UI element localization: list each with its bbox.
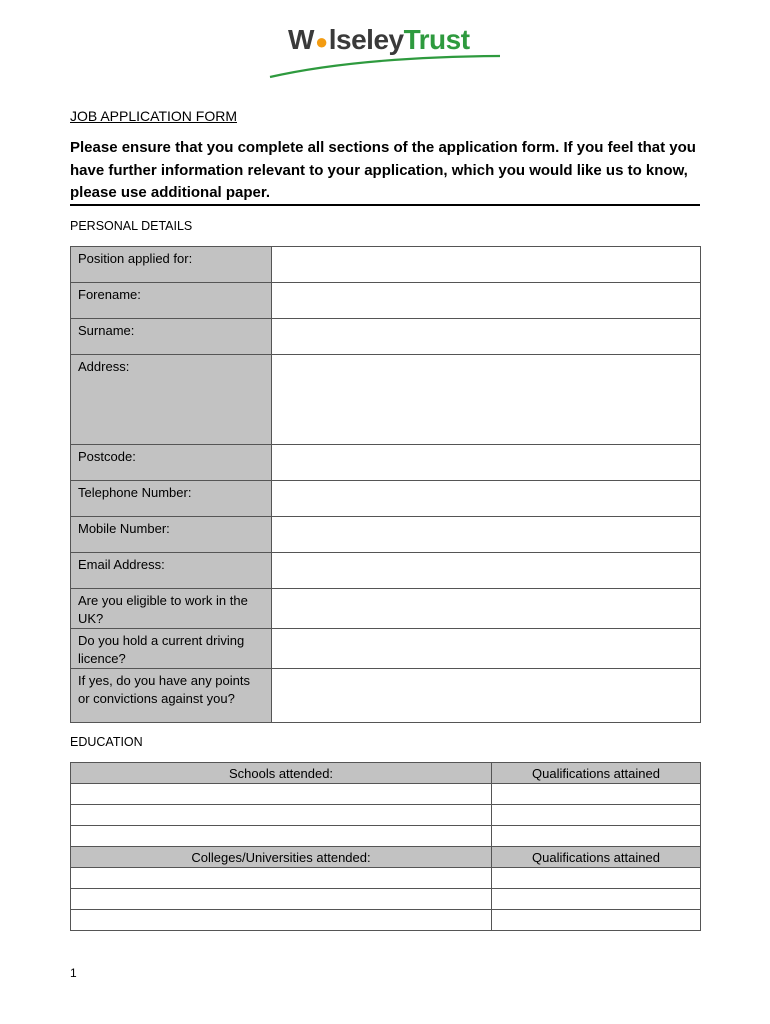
personal-details-row <box>71 553 701 589</box>
surname-input[interactable] <box>272 319 701 355</box>
mobile-label: Mobile Number: <box>71 517 272 553</box>
postcode-input[interactable] <box>272 445 701 481</box>
personal-details-row <box>71 247 701 283</box>
telephone-label: Telephone Number: <box>71 481 272 517</box>
logo-swoosh-icon <box>268 52 508 80</box>
uk-eligibility-input[interactable] <box>272 589 701 629</box>
schools-attended-header: Schools attended: <box>71 763 492 784</box>
education-header-row <box>71 847 701 868</box>
intro-text: Please ensure that you complete all sections of the application form. If you feel that you have further information relevant to your application, which you would like us to know, please use additional paper. <box>70 139 696 201</box>
personal-details-row <box>71 589 701 629</box>
school-qualification-input[interactable] <box>492 805 701 826</box>
colleges-attended-header: Colleges/Universities attended: <box>71 847 492 868</box>
driving-licence-input[interactable] <box>272 629 701 669</box>
school-input[interactable] <box>71 805 492 826</box>
personal-details-row <box>71 481 701 517</box>
personal-details-row <box>71 669 701 723</box>
wolseley-trust-logo <box>268 24 508 80</box>
driving-licence-label: Do you hold a current driving licence? <box>71 629 272 669</box>
college-input[interactable] <box>71 868 492 889</box>
personal-details-row <box>71 355 701 445</box>
page-number: 1 <box>70 966 77 980</box>
college-qualification-input[interactable] <box>492 910 701 931</box>
table-row <box>71 889 701 910</box>
school-qualification-input[interactable] <box>492 826 701 847</box>
address-input[interactable] <box>272 355 701 445</box>
table-row <box>71 784 701 805</box>
section-divider <box>70 204 700 206</box>
mobile-input[interactable] <box>272 517 701 553</box>
forename-input[interactable] <box>272 283 701 319</box>
college-qualification-input[interactable] <box>492 889 701 910</box>
telephone-input[interactable] <box>272 481 701 517</box>
personal-details-row <box>71 629 701 669</box>
table-row <box>71 868 701 889</box>
personal-details-table <box>70 246 701 723</box>
address-label: Address: <box>71 355 272 445</box>
personal-details-row <box>71 283 701 319</box>
convictions-input[interactable] <box>272 669 701 723</box>
school-qualification-input[interactable] <box>492 784 701 805</box>
college-input[interactable] <box>71 910 492 931</box>
personal-details-row <box>71 319 701 355</box>
table-row <box>71 826 701 847</box>
college-qualifications-header: Qualifications attained <box>492 847 701 868</box>
college-input[interactable] <box>71 889 492 910</box>
convictions-label: If yes, do you have any points or convictions against you? <box>71 669 272 723</box>
logo-text-wolseley: W●lseley <box>288 24 404 55</box>
college-qualification-input[interactable] <box>492 868 701 889</box>
table-row <box>71 805 701 826</box>
education-heading: EDUCATION <box>70 735 143 749</box>
logo-orange-dot: ● <box>314 29 328 54</box>
form-title: JOB APPLICATION FORM <box>70 108 237 124</box>
school-input[interactable] <box>71 784 492 805</box>
surname-label: Surname: <box>71 319 272 355</box>
email-label: Email Address: <box>71 553 272 589</box>
email-input[interactable] <box>272 553 701 589</box>
personal-details-row <box>71 517 701 553</box>
education-header-row <box>71 763 701 784</box>
school-qualifications-header: Qualifications attained <box>492 763 701 784</box>
position-applied-input[interactable] <box>272 247 701 283</box>
position-applied-label: Position applied for: <box>71 247 272 283</box>
education-table <box>70 762 701 931</box>
school-input[interactable] <box>71 826 492 847</box>
personal-details-row <box>71 445 701 481</box>
personal-details-heading: PERSONAL DETAILS <box>70 219 193 233</box>
forename-label: Forename: <box>71 283 272 319</box>
postcode-label: Postcode: <box>71 445 272 481</box>
table-row <box>71 910 701 931</box>
logo-text-trust: Trust <box>403 24 470 55</box>
uk-eligibility-label: Are you eligible to work in the UK? <box>71 589 272 629</box>
